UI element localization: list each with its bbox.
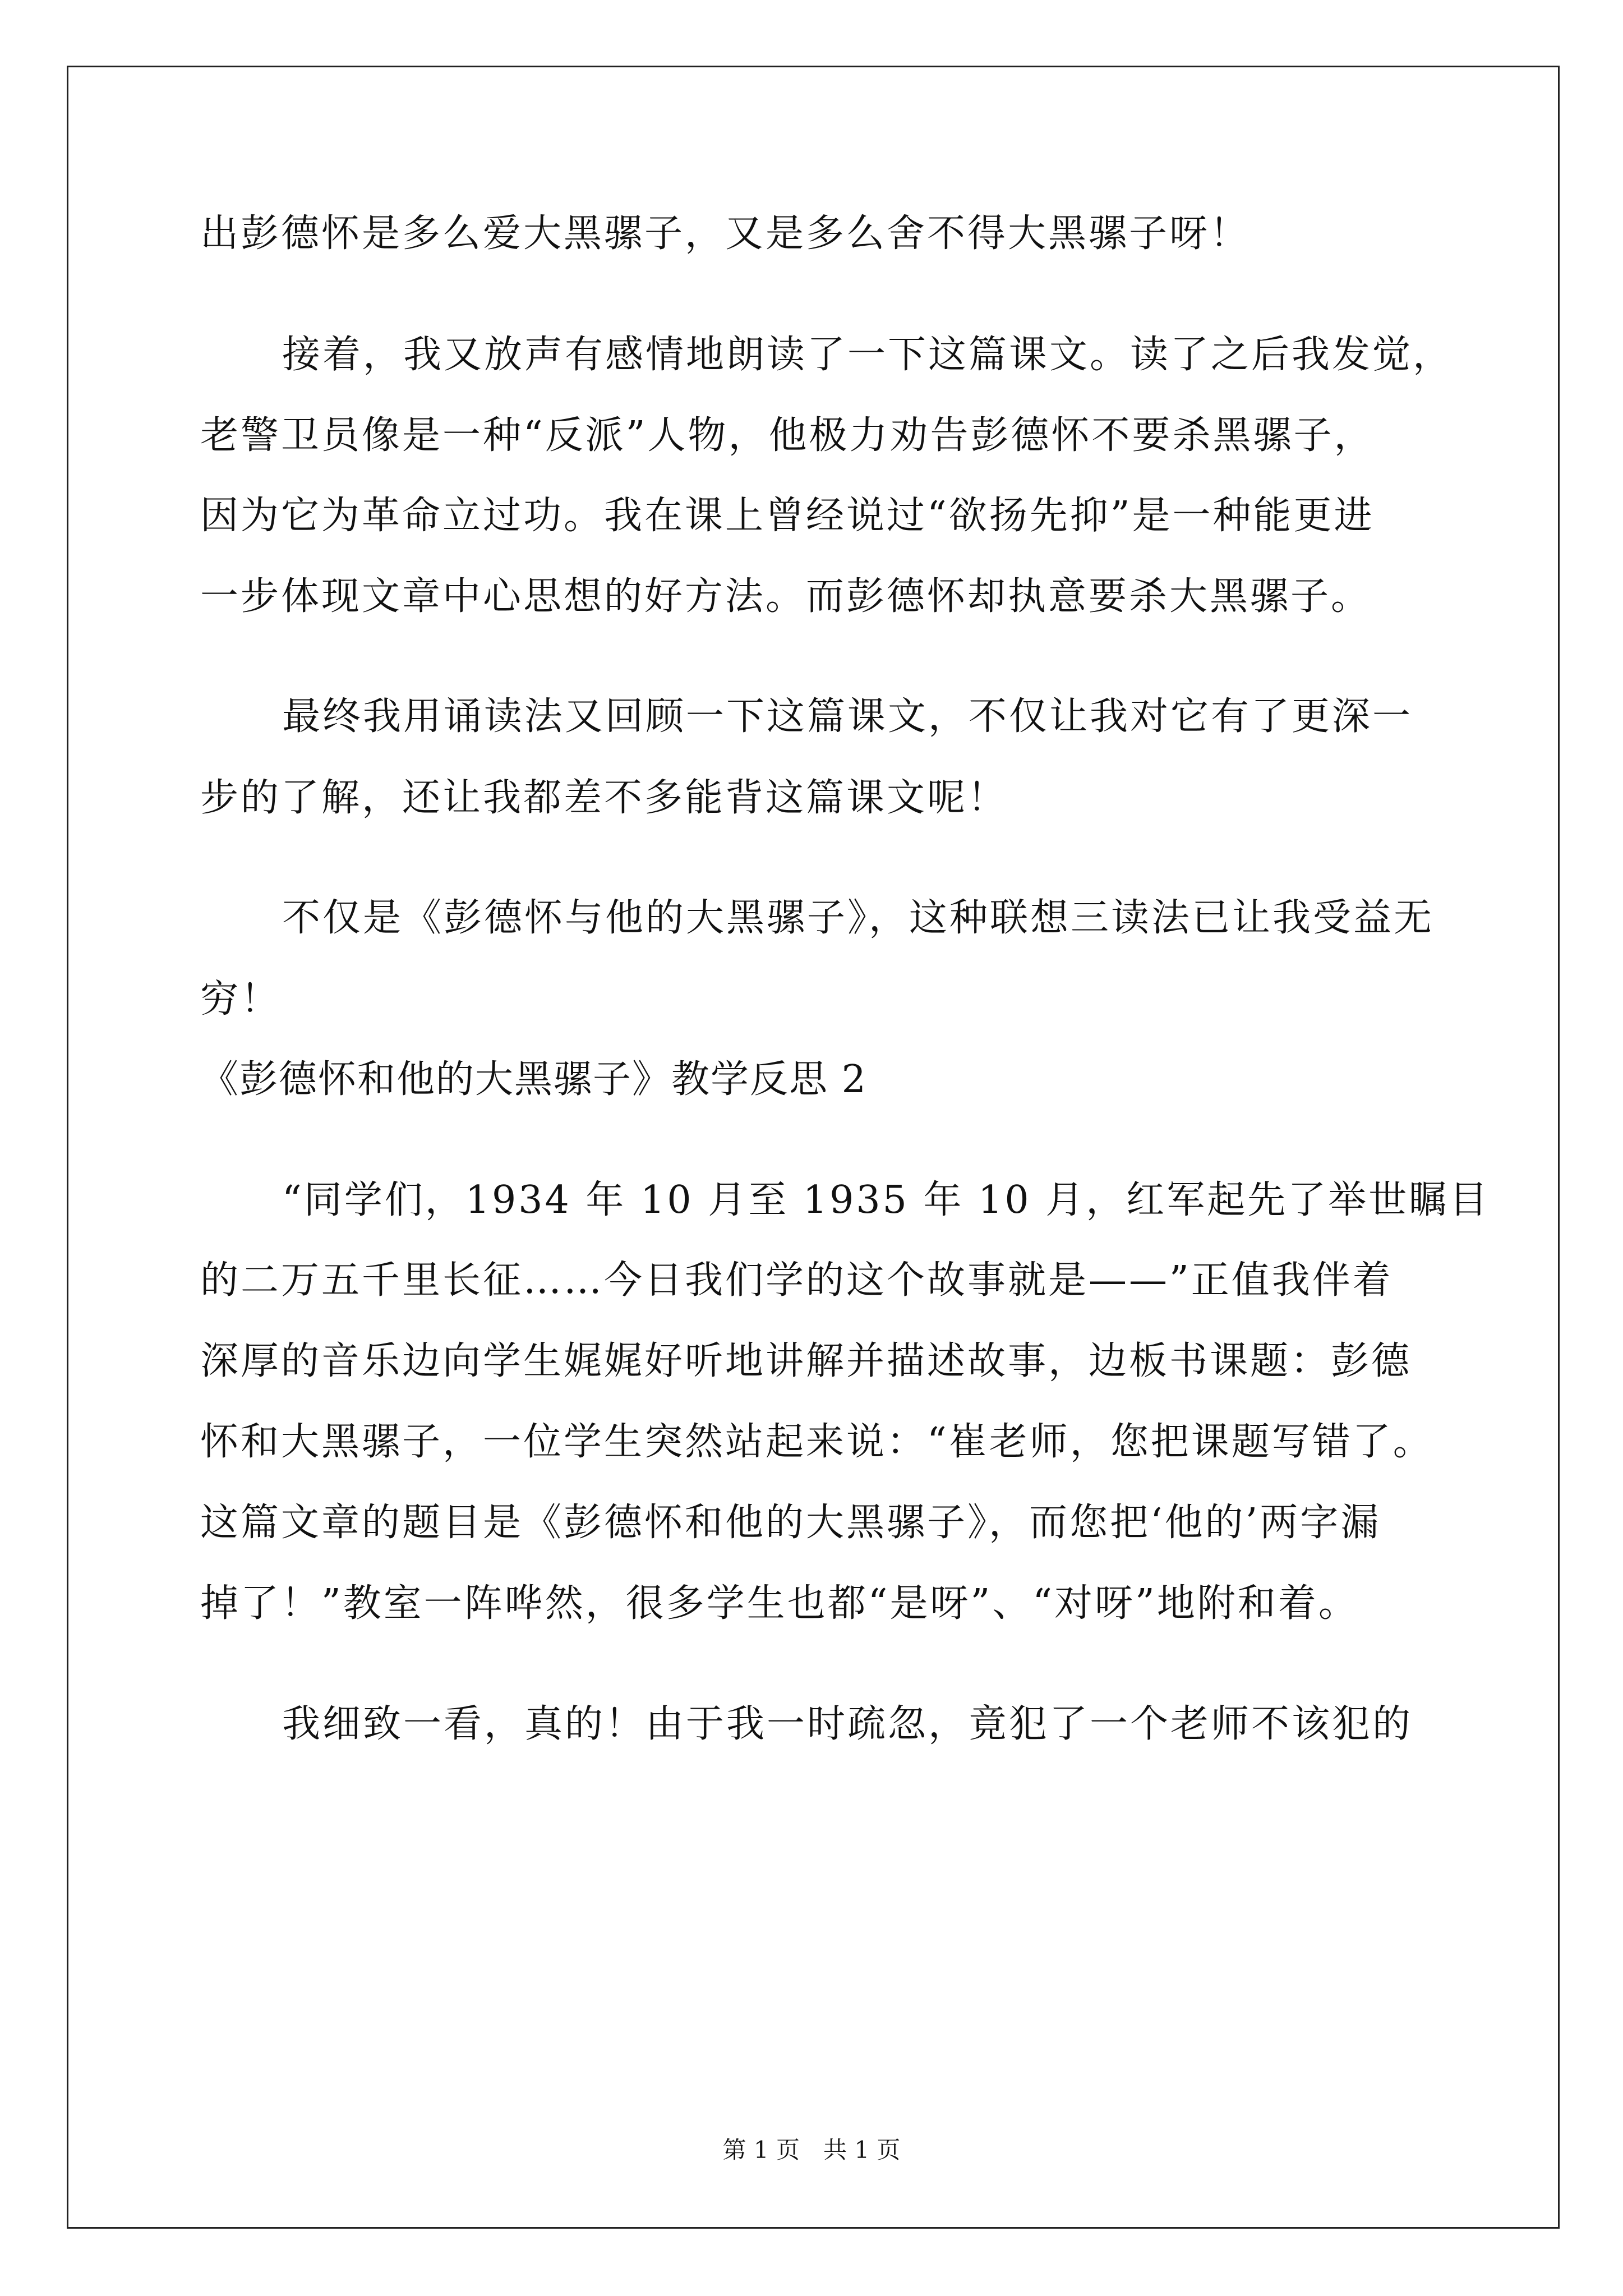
text-line-6: 最终我用诵读法又回顾一下这篇课文，不仅让我对它有了更深一 <box>282 694 1413 739</box>
text-line-12: 的二万五千里长征……今日我们学的这个故事就是——”正值我伴着 <box>200 1258 1393 1303</box>
text-line-11: “同学们，1934 年 10 月至 1935 年 10 月，红军起先了举世瞩目 <box>282 1178 1490 1222</box>
text-line-4: 因为它为革命立过功。我在课上曾经说过“欲扬先抑”是一种能更进 <box>200 494 1375 538</box>
text-line-5: 一步体现文章中心思想的好方法。而彭德怀却执意要杀大黑骡子。 <box>200 574 1372 619</box>
page-footer: 第 1 页 共 1 页 <box>722 2136 901 2164</box>
text-line-14: 怀和大黑骡子，一位学生突然站起来说：“崔老师，您把课题写错了。 <box>200 1420 1433 1464</box>
text-line-1: 出彭德怀是多么爱大黑骡子，又是多么舍不得大黑骡子呀！ <box>200 211 1251 256</box>
text-line-2: 接着，我又放声有感情地朗读了一下这篇课文。读了之后我发觉， <box>282 333 1454 377</box>
text-line-15: 这篇文章的题目是《彭德怀和他的大黑骡子》，而您把‘他的’两字漏 <box>200 1501 1381 1545</box>
section-heading: 《彭德怀和他的大黑骡子》教学反思 2 <box>200 1057 867 1102</box>
text-line-8: 不仅是《彭德怀与他的大黑骡子》，这种联想三读法已让我受益无 <box>282 896 1435 940</box>
text-line-13: 深厚的音乐边向学生娓娓好听地讲解并描述故事，边板书课题：彭德 <box>200 1339 1412 1383</box>
text-line-9: 穷！ <box>200 977 282 1022</box>
text-line-7: 步的了解，还让我都差不多能背这篇课文呢！ <box>200 776 1008 820</box>
page-border <box>67 66 1560 2229</box>
text-line-17: 我细致一看，真的！由于我一时疏忽，竟犯了一个老师不该犯的 <box>282 1702 1413 1746</box>
text-line-16: 掉了！”教室一阵哗然，很多学生也都“是呀”、“对呀”地附和着。 <box>200 1581 1359 1626</box>
text-line-3: 老警卫员像是一种“反派”人物，他极力劝告彭德怀不要杀黑骡子， <box>200 413 1375 458</box>
